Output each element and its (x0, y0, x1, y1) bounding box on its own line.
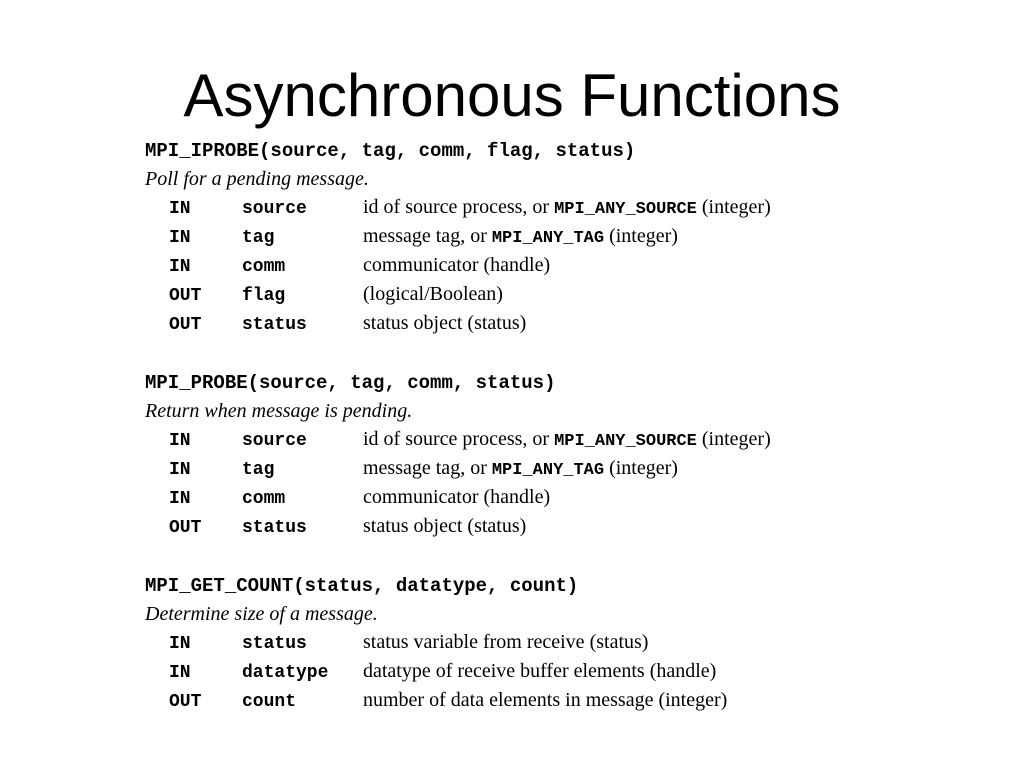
param-name: comm (242, 489, 286, 509)
param-desc-constant: MPI_ANY_SOURCE (554, 432, 697, 451)
slide-title: Asynchronous Functions (183, 62, 841, 129)
param-desc-type: (integer) (604, 457, 678, 479)
param-name: datatype (242, 663, 329, 683)
param-description (363, 193, 771, 224)
param-row (145, 251, 905, 280)
param-row (145, 309, 905, 338)
param-description: datatype of receive buffer elements (handle) (363, 660, 717, 682)
function-signature: MPI_IPROBE(source, tag, comm, flag, status) (145, 140, 636, 162)
function-description: Determine size of a message. (145, 603, 378, 625)
param-desc-text: id of source process, or (363, 428, 555, 450)
function-signature: MPI_GET_COUNT(status, datatype, count) (145, 575, 579, 597)
param-direction: OUT (169, 518, 202, 538)
param-direction: IN (169, 431, 191, 451)
param-row (145, 512, 905, 541)
param-row (145, 280, 905, 309)
param-direction: IN (169, 228, 191, 248)
param-direction: IN (169, 634, 191, 654)
function-signature: MPI_PROBE(source, tag, comm, status) (145, 372, 556, 394)
param-row (145, 425, 905, 454)
param-description (363, 454, 678, 485)
param-direction: OUT (169, 286, 202, 306)
param-name: status (242, 634, 307, 654)
param-row (145, 193, 905, 222)
param-name: status (242, 315, 307, 335)
function-block-iprobe (145, 137, 905, 338)
param-name: source (242, 431, 307, 451)
param-row (145, 483, 905, 512)
param-name: tag (242, 228, 275, 248)
function-block-get-count (145, 572, 905, 715)
param-row (145, 657, 905, 686)
param-description (363, 222, 678, 253)
param-direction: IN (169, 199, 191, 219)
param-desc-constant: MPI_ANY_TAG (491, 461, 605, 480)
param-desc-constant: MPI_ANY_SOURCE (554, 200, 697, 219)
function-reference (145, 137, 905, 746)
param-name: source (242, 199, 307, 219)
param-row (145, 454, 905, 483)
param-desc-text: id of source process, or (363, 196, 555, 218)
param-description: (logical/Boolean) (363, 283, 503, 305)
param-description (363, 425, 771, 456)
param-description: number of data elements in message (integer) (363, 689, 728, 711)
param-row (145, 686, 905, 715)
param-name: tag (242, 460, 275, 480)
param-direction: IN (169, 460, 191, 480)
param-name: flag (242, 286, 286, 306)
param-desc-constant: MPI_ANY_TAG (491, 229, 605, 248)
param-description: communicator (handle) (363, 486, 551, 508)
param-desc-text: message tag, or (363, 225, 492, 247)
param-description: status variable from receive (status) (363, 631, 649, 653)
param-desc-type: (integer) (696, 428, 771, 450)
function-block-probe (145, 369, 905, 541)
param-description: status object (status) (363, 312, 527, 334)
param-name: count (242, 692, 297, 712)
param-direction: IN (169, 663, 191, 683)
param-description: communicator (handle) (363, 254, 551, 276)
param-desc-text: message tag, or (363, 457, 492, 479)
function-description: Return when message is pending. (145, 400, 413, 422)
param-desc-type: (integer) (604, 225, 678, 247)
param-row (145, 628, 905, 657)
param-row (145, 222, 905, 251)
function-description: Poll for a pending message. (145, 168, 369, 190)
param-direction: IN (169, 489, 191, 509)
param-description: status object (status) (363, 515, 527, 537)
param-name: status (242, 518, 307, 538)
param-direction: OUT (169, 315, 202, 335)
param-direction: OUT (169, 692, 202, 712)
param-desc-type: (integer) (696, 196, 771, 218)
param-direction: IN (169, 257, 191, 277)
param-name: comm (242, 257, 286, 277)
